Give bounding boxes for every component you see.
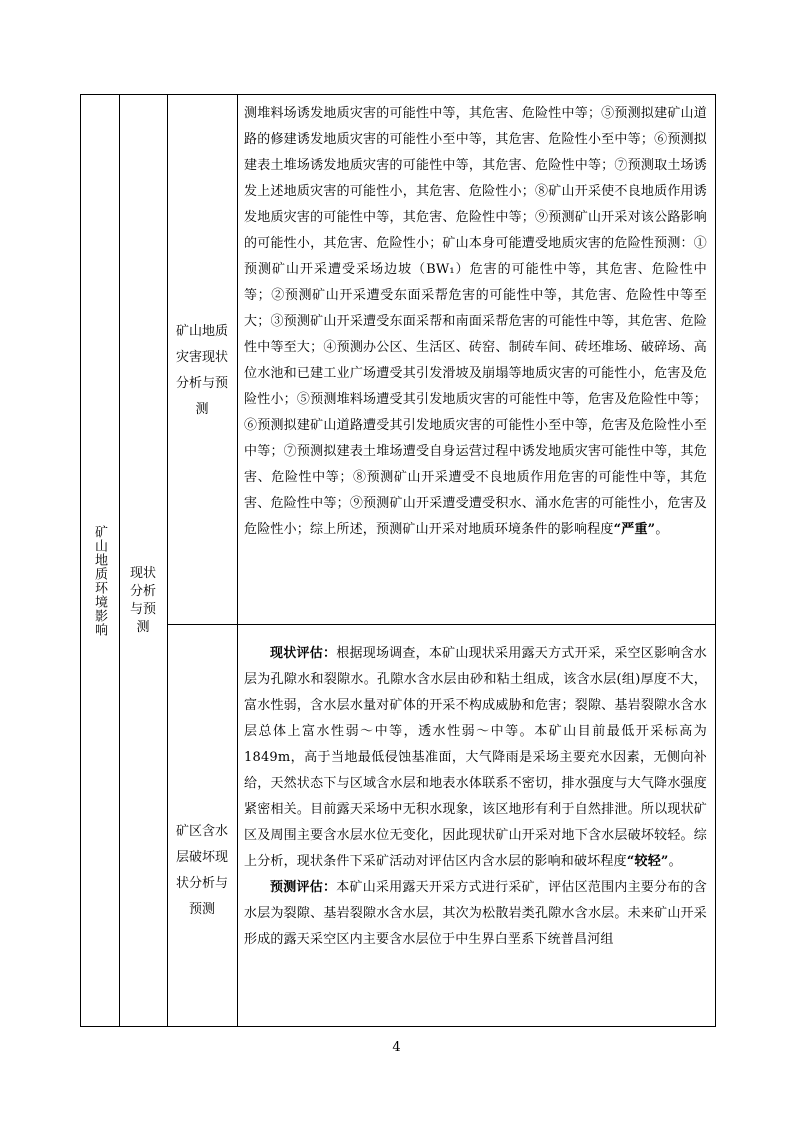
row-label-line: 矿山地质 (175, 324, 228, 339)
row-label-line: 矿区含水 (175, 824, 228, 839)
row-label-line: 分析与预 (175, 376, 228, 391)
paragraph-end: 。 (668, 854, 682, 869)
aquifer-text (244, 641, 707, 953)
subcategory-line: 与预 (129, 602, 156, 617)
current-assessment-paragraph (244, 641, 707, 875)
assessment-table (80, 94, 716, 1027)
page-number: 4 (392, 1040, 401, 1055)
table-column-2 (119, 95, 168, 1026)
forecast-assessment-paragraph (244, 875, 707, 953)
emphasis-text: “严重” (613, 522, 656, 537)
paragraph-text: 测堆料场诱发地质灾害的可能性中等，其危害、危险性中等；⑤预测拟建矿山道路的修建诱发地质灾害的可能性小至中等，其危害、危险性小至中等；⑥预测拟建表土堆场诱发地质灾害的可能性中等，其危害、危险性中等；⑦预测取土场诱发上述地质灾害的可能性小，其危害、危险性小；⑧矿山开采使不良地质作用诱发地质灾害的可能性中等，其危害、危险性中等；⑨预测矿山开采对该公路影响的可能性小，其危害、危险性小；矿山本身可能遭受地质灾害的危险性预测：①预测矿山开采遭受采场边坡（BW₁）危害的可能性中等，其危害、危险性中等；②预测矿山开采遭受东面采帮危害的可能性中等，其危害、危险性中等至大；③预测矿山开采遭受东面采帮和南面采帮危害的可能性中等，其危害、危险性中等至大；④预测办公区、生活区、砖窑、制砖车间、砖坯堆场、破碎场、高位水池和已建工业广场遭受其引发滑坡及崩塌等地质灾害的可能性小，危害及危险性小；⑤预测堆料场遭受其引发地质灾害的可能性中等，危害及危险性中等；⑥预测拟建矿山道路遭受其引发地质灾害的可能性小至中等，危害及危险性小至中等；⑦预测拟建表土堆场遭受自身运营过程中诱发地质灾害可能性中等，其危害、危险性中等；⑧预测矿山开采遭受不良地质作用危害的可能性中等，其危害、危险性中等；⑨预测矿山开采遭受遭受积水、涌水危害的可能性小，危害及危险性小；综上所述，预测矿山开采对地质环境条件的影响程度 (244, 106, 707, 537)
paragraph-text: 根据现场调查，本矿山现状采用露天方式开采，采空区影响含水层为孔隙水和裂隙水。孔隙水含水层由砂和粘土组成，该含水层(组)厚度不大，富水性弱，含水层水量对矿体的开采不构成威胁和危害；裂隙、基岩裂隙水含水层总体上富水性弱～中等，透水性弱～中等。本矿山目前最低开采标高为 1849m，高于当地最低侵蚀基准面，大气降雨是采场主要充水因素，无侧向补给，天然状态下与区域含水层和地表水体联系不密切，排水强度与大气降水强度紧密相关。目前露天采场中无积水现象，该区地形有利于自然排泄。所以现状矿区及周围主要含水层水位无变化，因此现状矿山开采对地下含水层破坏较轻。综上分析，现状条件下采矿活动对评估区内含水层的影响和破坏程度 (244, 646, 707, 869)
subcategory-line: 现状 (129, 566, 156, 581)
geohazard-text (244, 101, 707, 543)
row-label-line: 层破坏现 (175, 850, 228, 865)
row-label-line: 测 (195, 402, 209, 417)
paragraph-heading: 预测评估： (270, 880, 337, 895)
subcategory-line: 分析 (129, 584, 156, 599)
paragraph-text: 本矿山采用露天开采方式进行采矿，评估区范围内主要分布的含水层为裂隙、基岩裂隙水含水层，其次为松散岩类孔隙水含水层。未来矿山开采形成的露天采空区内主要含水层位于中生界白垩系下统普昌河组 (244, 880, 707, 947)
paragraph-end: 。 (655, 522, 669, 537)
subcategory-line: 测 (136, 620, 150, 635)
row-divider (167, 624, 715, 625)
row-label-aquifer (167, 819, 237, 923)
row-label-line: 预测 (188, 902, 215, 917)
emphasis-text: “较轻” (626, 854, 669, 869)
paragraph-heading: 现状评估： (270, 646, 337, 661)
category-label: 矿山地质环境影响 (92, 525, 107, 637)
row-label-geohazard (167, 319, 237, 423)
row-label-line: 状分析与 (175, 876, 228, 891)
row-label-line: 灾害现状 (175, 350, 228, 365)
subcategory-label (119, 565, 167, 637)
